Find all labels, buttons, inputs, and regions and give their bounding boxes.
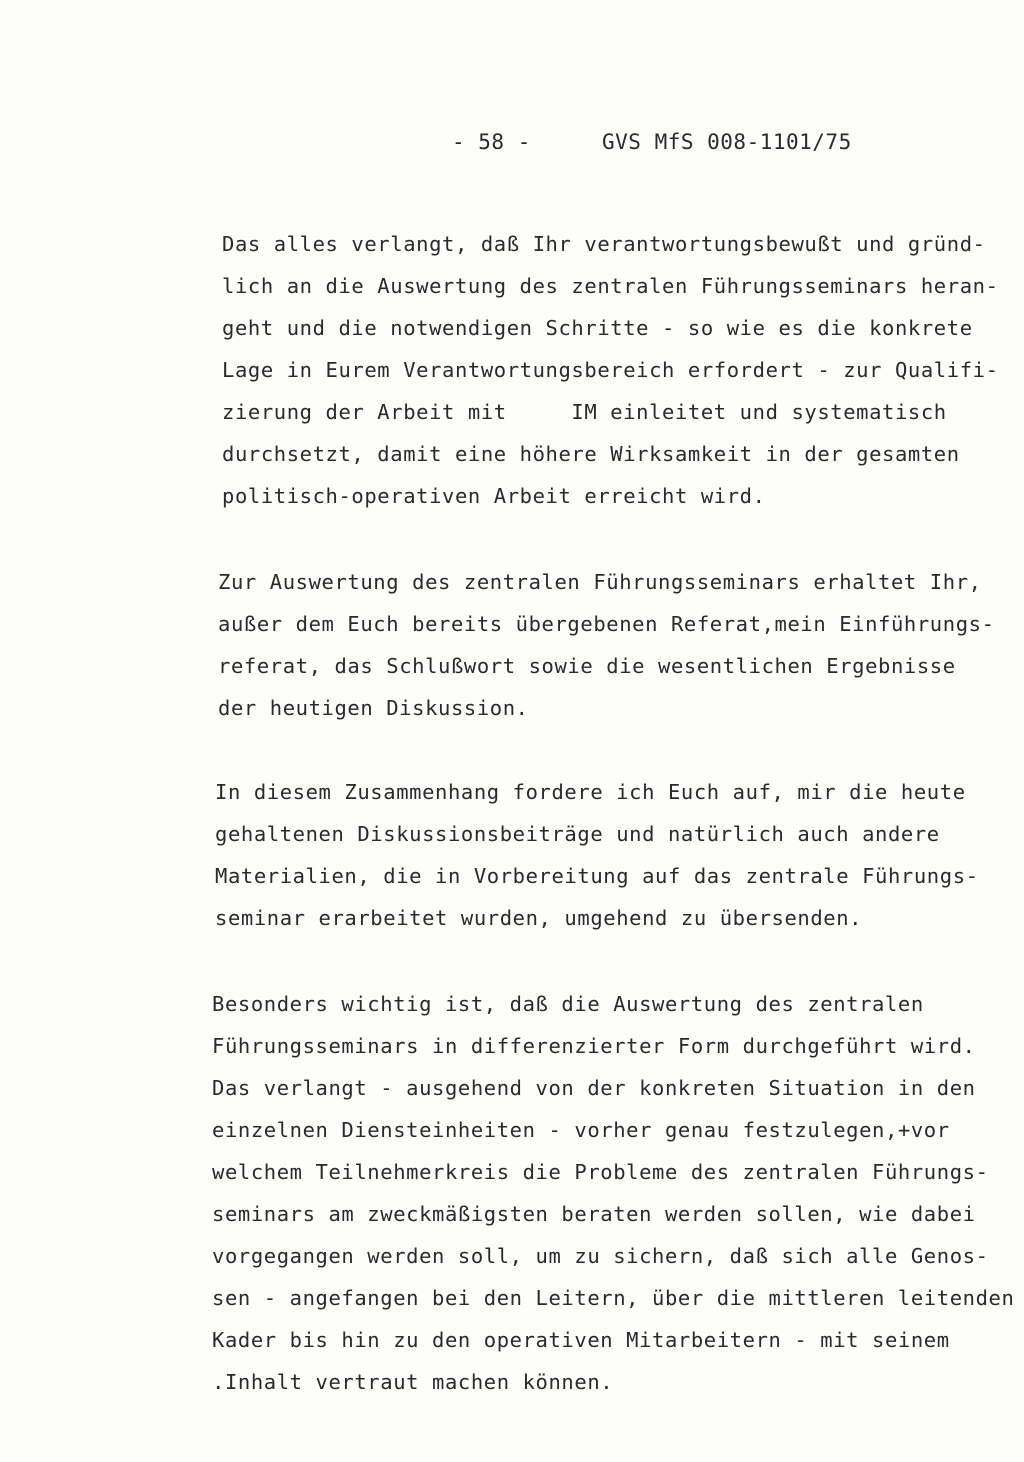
document-reference: GVS MfS 008-1101/75: [602, 130, 852, 154]
text-line: Zur Auswertung des zentralen Führungsseminars erhaltet Ihr,: [218, 570, 982, 594]
text-line: geht und die notwendigen Schritte - so wie es die konkrete: [222, 316, 973, 340]
text-line: Das verlangt - ausgehend von der konkreten Situation in den: [212, 1076, 976, 1100]
text-line: welchem Teilnehmerkreis die Probleme des zentralen Führungs-: [212, 1160, 989, 1184]
paragraph-1: [222, 223, 1022, 517]
text-line: einzelnen Diensteinheiten - vorher genau festzulegen,+vor: [212, 1118, 950, 1142]
text-line: durchsetzt, damit eine höhere Wirksamkeit in der gesamten: [222, 442, 960, 466]
text-line: Materialien, die in Vorbereitung auf das zentrale Führungs-: [215, 864, 979, 888]
text-line: seminar erarbeitet wurden, umgehend zu übersenden.: [215, 906, 863, 930]
text-line: Kader bis hin zu den operativen Mitarbeitern - mit seinem: [212, 1328, 950, 1352]
paragraph-4: [212, 983, 1015, 1403]
text-line: Führungsseminars in differenzierter Form durchgeführt wird.: [212, 1034, 976, 1058]
text-line: außer dem Euch bereits übergebenen Referat,mein Einführungs-: [218, 612, 995, 636]
paragraph-2: [218, 561, 1018, 729]
text-line: Besonders wichtig ist, daß die Auswertung des zentralen: [212, 992, 924, 1016]
page-header: [452, 130, 852, 154]
page-number: - 58 -: [452, 130, 531, 154]
text-line: lich an die Auswertung des zentralen Führungsseminars heran-: [222, 274, 999, 298]
text-line: der heutigen Diskussion.: [218, 696, 529, 720]
text-line: gehaltenen Diskussionsbeiträge und natürlich auch andere: [215, 822, 940, 846]
text-line: seminars am zweckmäßigsten beraten werden sollen, wie dabei: [212, 1202, 976, 1226]
text-line: sen - angefangen bei den Leitern, über die mittleren leitenden: [212, 1286, 1015, 1310]
text-line: Lage in Eurem Verantwortungsbereich erfordert - zur Qualifi-: [222, 358, 999, 382]
text-line: .Inhalt vertraut machen können.: [212, 1370, 614, 1394]
text-line: politisch-operativen Arbeit erreicht wird.: [222, 484, 766, 508]
paragraph-3: [215, 771, 1015, 939]
text-line: Das alles verlangt, daß Ihr verantwortungsbewußt und gründ-: [222, 232, 986, 256]
text-line: In diesem Zusammenhang fordere ich Euch auf, mir die heute: [215, 780, 966, 804]
text-line: referat, das Schlußwort sowie die wesentlichen Ergebnisse: [218, 654, 956, 678]
text-line: zierung der Arbeit mit IM einleitet und systematisch: [222, 400, 947, 424]
text-line: vorgegangen werden soll, um zu sichern, daß sich alle Genos-: [212, 1244, 989, 1268]
